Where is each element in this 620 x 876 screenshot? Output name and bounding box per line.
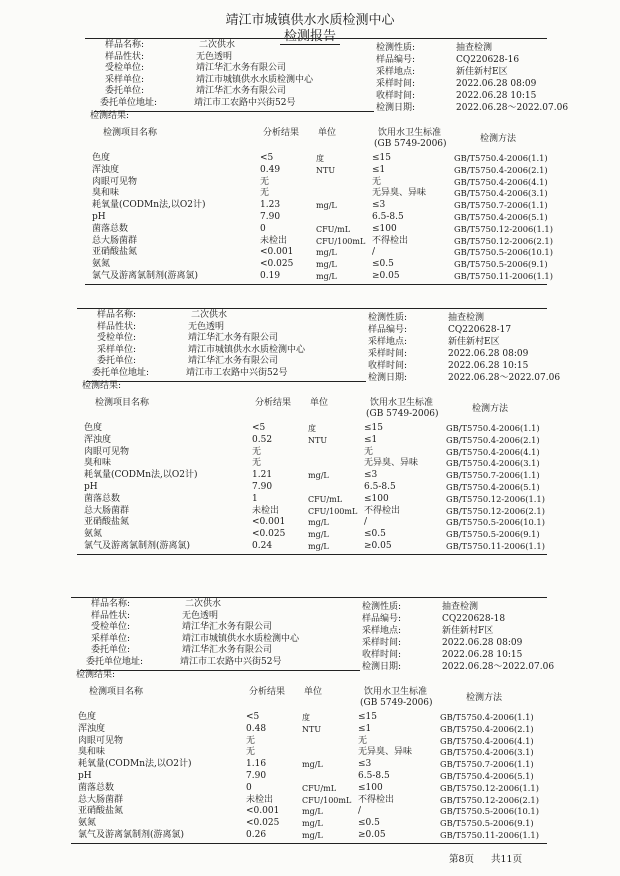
label-test_nature: 检测性质: — [362, 602, 402, 612]
label-test-result: 检测结果: — [82, 381, 122, 391]
th-method: 检测方法 — [480, 134, 517, 144]
row-item-name: 氨氮 — [84, 529, 103, 540]
row-item-name: 亚硝酸盐氮 — [78, 806, 124, 817]
row-result: 7.90 — [246, 771, 267, 781]
row-unit: CFU/mL — [302, 783, 337, 793]
row-method: GB/T5750.7-2006(1.1) — [440, 759, 534, 770]
value-test_nature: 抽查检测 — [448, 313, 485, 323]
row-unit: mg/L — [316, 248, 337, 258]
row-item-name: 氨氮 — [78, 818, 97, 829]
row-result: <0.001 — [260, 247, 294, 258]
label-receipt_time: 收样时间: — [362, 650, 402, 660]
row-method: GB/T5750.12-2006(1.1) — [454, 223, 553, 234]
th-item: 检测项目名称 — [89, 687, 144, 697]
th-unit: 单位 — [318, 128, 337, 138]
value-sample_no: CQ220628-18 — [442, 614, 506, 624]
label-sample_nature: 样品性状: — [91, 610, 131, 621]
row-item-name: 耗氧量(CODMn法,以O2计) — [92, 200, 206, 211]
row-standard: 6.5-8.5 — [358, 771, 390, 781]
value-sample_nature: 无色透明 — [188, 321, 225, 332]
row-item-name: 浑浊度 — [84, 434, 112, 445]
label-receipt_time: 收样时间: — [368, 361, 408, 371]
row-standard: ≥0.05 — [358, 830, 386, 840]
label-sample_name: 样品名称: — [97, 310, 137, 320]
row-unit: mg/L — [308, 518, 329, 528]
label-entrusting_address: 委托单位地址: — [86, 656, 144, 667]
row-item-name: 肉眼可见物 — [78, 735, 124, 746]
row-method: GB/T5750.5-2006(10.1) — [440, 806, 539, 817]
label-sampling_time: 采样时间: — [362, 638, 402, 648]
row-item-name: 色度 — [78, 712, 97, 722]
row-unit: mg/L — [316, 260, 337, 270]
row-method: GB/T5750.4-2006(1.1) — [440, 712, 534, 722]
row-result: 0.49 — [260, 164, 281, 175]
value-sampling_site: 新佳新村E区 — [456, 67, 508, 77]
row-standard: ≤0.5 — [358, 818, 380, 829]
value-sample_nature: 无色透明 — [182, 610, 219, 621]
row-method: GB/T5750.5-2006(10.1) — [446, 517, 545, 528]
row-method: GB/T5750.7-2006(1.1) — [454, 200, 548, 211]
row-item-name: 色度 — [92, 153, 111, 163]
row-item-name: 氯气及游离氯制剂(游离氯) — [84, 541, 191, 551]
th-unit: 单位 — [310, 398, 329, 408]
row-standard: ≤3 — [364, 470, 378, 481]
row-standard: 不得检出 — [372, 235, 409, 246]
row-method: GB/T5750.4-2006(2.1) — [454, 164, 548, 175]
th-standard: 饮用水卫生标准 — [364, 687, 428, 697]
row-standard: / — [358, 806, 362, 817]
row-result: <0.025 — [252, 529, 286, 540]
row-method: GB/T5750.4-2006(5.1) — [440, 771, 534, 781]
th-standard-code: (GB 5749-2006) — [366, 409, 439, 419]
row-item-name: 菌落总数 — [92, 223, 129, 234]
label-receipt_time: 收样时间: — [376, 91, 416, 101]
value-sample_name: 二次供水 — [185, 599, 222, 609]
row-unit: mg/L — [302, 760, 323, 770]
row-result: 0.52 — [252, 434, 273, 445]
label-test_date: 检测日期: — [362, 662, 402, 672]
th-method: 检测方法 — [472, 404, 509, 414]
row-item-name: pH — [92, 212, 106, 222]
row-standard: 6.5-8.5 — [364, 482, 396, 492]
row-method: GB/T5750.5-2006(9.1) — [440, 818, 534, 829]
row-item-name: 亚硝酸盐氮 — [92, 247, 138, 258]
value-entrusting_unit: 靖江华汇水务有限公司 — [182, 645, 273, 655]
th-result: 分析结果 — [249, 687, 286, 697]
row-standard: 不得检出 — [358, 794, 395, 805]
row-method: GB/T5750.12-2006(2.1) — [440, 794, 539, 805]
th-result: 分析结果 — [263, 128, 300, 138]
label-sampling_time: 采样时间: — [368, 349, 408, 359]
row-unit: 度 — [316, 154, 324, 163]
row-unit: 度 — [308, 424, 316, 433]
row-standard: ≤15 — [372, 153, 391, 163]
info-rule — [80, 670, 360, 671]
row-standard: ≤1 — [372, 164, 386, 175]
row-method: GB/T5750.4-2006(1.1) — [446, 423, 540, 433]
value-entrusting_address: 靖江市工农路中兴街52号 — [194, 97, 296, 108]
report-title: 靖江市城镇供水水质检测中心 — [225, 13, 395, 28]
value-test_nature: 抽查检测 — [442, 602, 479, 612]
row-standard: 无 — [372, 176, 382, 187]
row-method: GB/T5750.11-2006(1.1) — [440, 830, 539, 840]
row-method: GB/T5750.12-2006(2.1) — [446, 505, 545, 516]
row-unit: mg/L — [302, 819, 323, 829]
label-entrusting_unit: 委托单位: — [105, 86, 145, 96]
value-entrusting_address: 靖江市工农路中兴街52号 — [186, 367, 288, 378]
row-unit: CFU/100mL — [316, 236, 366, 246]
row-unit: mg/L — [308, 471, 329, 481]
block-top-rule — [71, 597, 547, 598]
row-standard: ≤3 — [372, 200, 386, 211]
row-item-name: 肉眼可见物 — [92, 176, 138, 187]
row-unit: CFU/mL — [308, 494, 343, 504]
row-method: GB/T5750.4-2006(2.1) — [446, 434, 540, 445]
row-result: 1 — [252, 493, 258, 504]
row-item-name: 耗氧量(CODMn法,以O2计) — [78, 759, 192, 770]
row-result: 0 — [260, 223, 266, 234]
label-sample_nature: 样品性状: — [105, 51, 145, 62]
label-test_nature: 检测性质: — [376, 43, 416, 53]
row-item-name: pH — [78, 771, 92, 781]
th-item: 检测项目名称 — [95, 398, 150, 408]
row-result: <5 — [260, 153, 274, 163]
value-sampling_unit: 靖江市城镇供水水质检测中心 — [188, 344, 306, 355]
row-result: 无 — [252, 446, 262, 457]
row-item-name: 菌落总数 — [84, 493, 121, 504]
row-method: GB/T5750.4-2006(4.1) — [446, 446, 540, 457]
row-method: GB/T5750.4-2006(4.1) — [454, 176, 548, 187]
row-unit: mg/L — [316, 272, 337, 281]
row-unit: CFU/100mL — [302, 795, 352, 805]
label-sample_name: 样品名称: — [91, 599, 131, 609]
value-sample_no: CQ220628-17 — [448, 325, 512, 335]
row-standard: ≤3 — [358, 759, 372, 770]
value-sampling_time: 2022.06.28 08:09 — [456, 79, 537, 89]
row-item-name: 总大肠菌群 — [92, 235, 138, 246]
row-item-name: 浑浊度 — [92, 164, 120, 175]
block-top-rule — [85, 38, 547, 39]
row-result: 0.24 — [252, 541, 273, 551]
th-standard-code: (GB 5749-2006) — [360, 698, 433, 708]
row-standard: 无 — [364, 446, 374, 457]
row-method: GB/T5750.4-2006(3.1) — [446, 458, 540, 469]
label-client_unit: 受检单位: — [105, 63, 145, 73]
th-standard: 饮用水卫生标准 — [370, 398, 434, 408]
label-client_unit: 受检单位: — [97, 333, 137, 343]
value-test_date: 2022.06.28～2022.07.06 — [456, 103, 569, 113]
row-unit: 度 — [302, 713, 310, 722]
row-unit: mg/L — [316, 201, 337, 211]
value-sampling_unit: 靖江市城镇供水水质检测中心 — [182, 633, 300, 644]
th-item: 检测项目名称 — [103, 128, 158, 138]
row-unit: CFU/mL — [316, 224, 351, 234]
block-top-rule — [77, 308, 547, 309]
value-sampling_site: 新佳新村E区 — [448, 337, 500, 347]
row-result: 未检出 — [260, 235, 288, 246]
label-sampling_unit: 采样单位: — [105, 74, 145, 85]
row-standard: ≥0.05 — [372, 271, 400, 281]
row-item-name: 肉眼可见物 — [84, 446, 130, 457]
value-client_unit: 靖江华汇水务有限公司 — [196, 63, 287, 73]
row-result: <5 — [252, 423, 266, 433]
row-standard: ≤15 — [358, 712, 377, 722]
block-bottom-rule — [85, 284, 547, 285]
row-item-name: 氨氮 — [92, 259, 111, 270]
row-item-name: 浑浊度 — [78, 723, 106, 734]
page-number: 第8页 — [449, 854, 475, 865]
value-test_date: 2022.06.28～2022.07.06 — [442, 662, 555, 672]
value-test_nature: 抽查检测 — [456, 43, 493, 53]
row-standard: 不得检出 — [364, 505, 401, 516]
row-method: GB/T5750.4-2006(3.1) — [454, 188, 548, 199]
row-result: 7.90 — [252, 482, 273, 492]
row-standard: ≤100 — [364, 493, 389, 504]
row-item-name: 臭和味 — [92, 188, 120, 199]
row-result: 无 — [260, 176, 270, 187]
row-method: GB/T5750.12-2006(1.1) — [446, 493, 545, 504]
row-result: <0.025 — [260, 259, 294, 270]
row-standard: ≤1 — [364, 434, 378, 445]
row-item-name: 臭和味 — [78, 747, 106, 758]
row-unit: NTU — [316, 165, 336, 175]
row-result: 无 — [252, 458, 262, 469]
row-standard: 无异臭、异味 — [364, 458, 419, 469]
value-client_unit: 靖江华汇水务有限公司 — [188, 333, 279, 343]
label-test_nature: 检测性质: — [368, 313, 408, 323]
value-sampling_time: 2022.06.28 08:09 — [442, 638, 523, 648]
value-receipt_time: 2022.06.28 10:15 — [448, 361, 529, 371]
label-sampling_time: 采样时间: — [376, 79, 416, 89]
row-result: 0.19 — [260, 271, 281, 281]
row-item-name: 氯气及游离氯制剂(游离氯) — [92, 271, 199, 281]
row-standard: ≤0.5 — [364, 529, 386, 540]
row-result: 未检出 — [246, 794, 274, 805]
row-method: GB/T5750.7-2006(1.1) — [446, 470, 540, 481]
label-sampling_site: 采样地点: — [376, 67, 416, 77]
value-sample_name: 二次供水 — [191, 310, 228, 320]
row-unit: mg/L — [308, 530, 329, 540]
label-sampling_site: 采样地点: — [362, 626, 402, 636]
th-method: 检测方法 — [466, 693, 503, 703]
row-standard: ≥0.05 — [364, 541, 392, 551]
row-method: GB/T5750.12-2006(2.1) — [454, 235, 553, 246]
row-result: 1.23 — [260, 200, 281, 211]
value-sample_nature: 无色透明 — [196, 51, 233, 62]
row-method: GB/T5750.4-2006(5.1) — [446, 482, 540, 492]
th-unit: 单位 — [304, 687, 323, 697]
row-unit: NTU — [302, 724, 322, 734]
row-standard: ≤100 — [372, 223, 397, 234]
label-test-result: 检测结果: — [90, 111, 130, 121]
value-sample_name: 二次供水 — [199, 40, 236, 50]
row-standard: / — [364, 517, 368, 528]
row-unit: mg/L — [302, 807, 323, 817]
row-result: 未检出 — [252, 505, 280, 516]
label-test-result: 检测结果: — [76, 670, 116, 680]
value-sampling_site: 新佳新村F区 — [442, 626, 494, 636]
row-result: <0.025 — [246, 818, 280, 829]
label-entrusting_unit: 委托单位: — [91, 645, 131, 655]
row-result: 0 — [246, 782, 252, 793]
row-item-name: 臭和味 — [84, 458, 112, 469]
row-result: <5 — [246, 712, 260, 722]
row-standard: 无 — [358, 735, 368, 746]
row-item-name: 总大肠菌群 — [78, 794, 124, 805]
block-bottom-rule — [77, 554, 547, 555]
row-result: 无 — [260, 188, 270, 199]
label-sample_no: 样品编号: — [376, 55, 416, 65]
row-standard: ≤15 — [364, 423, 383, 433]
label-sample_no: 样品编号: — [362, 614, 402, 624]
value-entrusting_unit: 靖江华汇水务有限公司 — [196, 86, 287, 96]
row-method: GB/T5750.11-2006(1.1) — [446, 541, 545, 551]
label-sample_name: 样品名称: — [105, 40, 145, 50]
block-bottom-rule — [71, 843, 547, 844]
label-sampling_unit: 采样单位: — [91, 633, 131, 644]
row-result: 1.16 — [246, 759, 267, 770]
row-standard: ≤1 — [358, 723, 372, 734]
th-standard: 饮用水卫生标准 — [378, 128, 442, 138]
row-result: 0.26 — [246, 830, 267, 840]
row-unit: CFU/100mL — [308, 506, 358, 516]
row-item-name: 亚硝酸盐氮 — [84, 517, 130, 528]
value-sample_no: CQ220628-16 — [456, 55, 520, 65]
row-standard: ≤100 — [358, 782, 383, 793]
row-method: GB/T5750.11-2006(1.1) — [454, 271, 553, 281]
row-method: GB/T5750.4-2006(3.1) — [440, 747, 534, 758]
label-test_date: 检测日期: — [376, 103, 416, 113]
row-result: 7.90 — [260, 212, 281, 222]
info-rule — [86, 381, 366, 382]
row-standard: 无异臭、异味 — [358, 747, 413, 758]
row-standard: ≤0.5 — [372, 259, 394, 270]
value-client_unit: 靖江华汇水务有限公司 — [182, 622, 273, 632]
value-sampling_time: 2022.06.28 08:09 — [448, 349, 529, 359]
label-test_date: 检测日期: — [368, 373, 408, 383]
row-result: 0.48 — [246, 723, 267, 734]
row-item-name: 总大肠菌群 — [84, 505, 130, 516]
row-standard: 6.5-8.5 — [372, 212, 404, 222]
row-method: GB/T5750.4-2006(5.1) — [454, 212, 548, 222]
value-entrusting_address: 靖江市工农路中兴街52号 — [180, 656, 282, 667]
row-unit: NTU — [308, 435, 328, 445]
row-method: GB/T5750.5-2006(9.1) — [454, 259, 548, 270]
row-result: 无 — [246, 735, 256, 746]
value-entrusting_unit: 靖江华汇水务有限公司 — [188, 356, 279, 366]
info-rule — [94, 111, 374, 112]
report-subtitle: 检测报告 — [0, 25, 620, 44]
row-method: GB/T5750.4-2006(4.1) — [440, 735, 534, 746]
row-result: 1.21 — [252, 470, 273, 481]
value-sampling_unit: 靖江市城镇供水水质检测中心 — [196, 74, 314, 85]
row-method: GB/T5750.4-2006(2.1) — [440, 723, 534, 734]
row-item-name: 耗氧量(CODMn法,以O2计) — [84, 470, 198, 481]
label-client_unit: 受检单位: — [91, 622, 131, 632]
row-method: GB/T5750.4-2006(1.1) — [454, 153, 548, 163]
value-test_date: 2022.06.28～2022.07.06 — [448, 373, 561, 383]
th-result: 分析结果 — [255, 398, 292, 408]
label-entrusting_address: 委托单位地址: — [100, 97, 158, 108]
row-method: GB/T5750.12-2006(1.1) — [440, 782, 539, 793]
value-receipt_time: 2022.06.28 10:15 — [456, 91, 537, 101]
label-sampling_site: 采样地点: — [368, 337, 408, 347]
row-result: <0.001 — [252, 517, 286, 528]
label-sample_no: 样品编号: — [368, 325, 408, 335]
row-item-name: 氯气及游离氯制剂(游离氯) — [78, 830, 185, 840]
page-total: 共11页 — [491, 854, 523, 865]
row-standard: 无异臭、异味 — [372, 188, 427, 199]
label-entrusting_address: 委托单位地址: — [92, 367, 150, 378]
label-entrusting_unit: 委托单位: — [97, 356, 137, 366]
label-sample_nature: 样品性状: — [97, 321, 137, 332]
row-unit: mg/L — [302, 831, 323, 840]
row-method: GB/T5750.5-2006(9.1) — [446, 529, 540, 540]
value-receipt_time: 2022.06.28 10:15 — [442, 650, 523, 660]
row-method: GB/T5750.5-2006(10.1) — [454, 247, 553, 258]
row-standard: / — [372, 247, 376, 258]
row-item-name: pH — [84, 482, 98, 492]
row-item-name: 菌落总数 — [78, 782, 115, 793]
row-item-name: 色度 — [84, 423, 103, 433]
label-sampling_unit: 采样单位: — [97, 344, 137, 355]
row-result: 无 — [246, 747, 256, 758]
row-result: <0.001 — [246, 806, 280, 817]
row-unit: mg/L — [308, 542, 329, 551]
th-standard-code: (GB 5749-2006) — [374, 139, 447, 149]
